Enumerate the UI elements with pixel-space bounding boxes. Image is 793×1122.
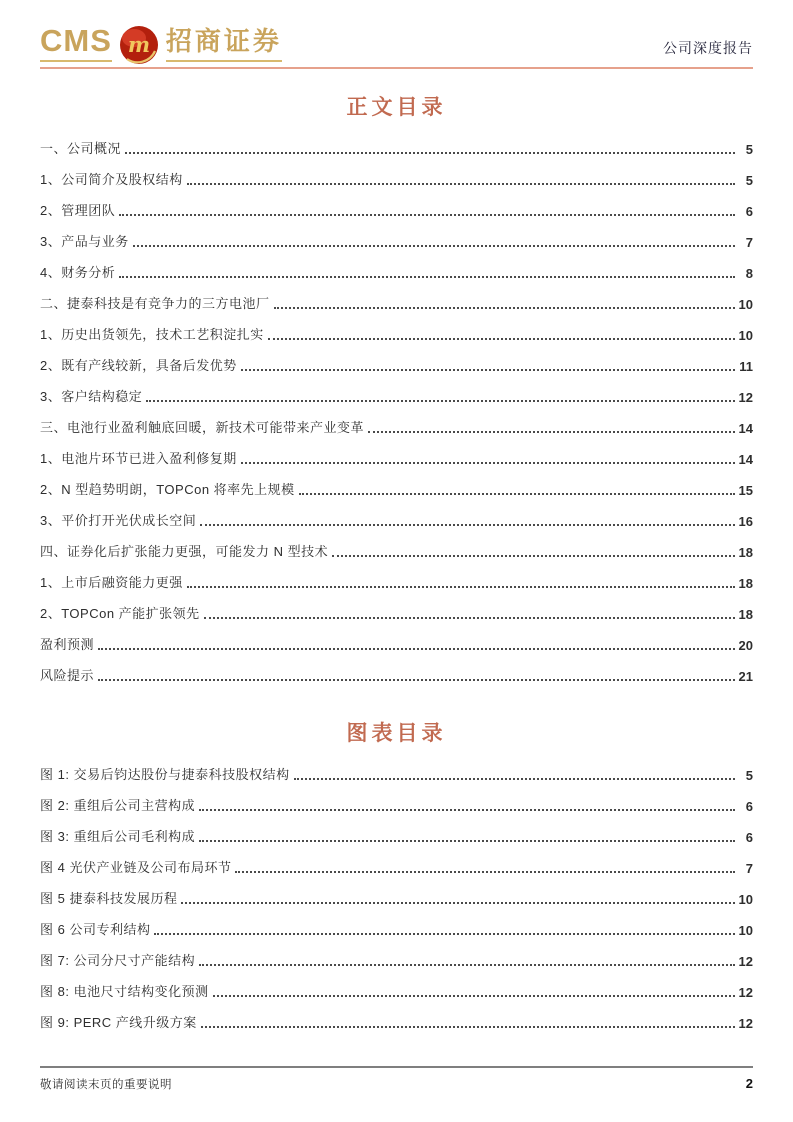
toc-entry-label: 四、证券化后扩张能力更强，可能发力 N 型技术 xyxy=(40,544,329,559)
dotted-leader xyxy=(274,307,735,309)
toc-entry xyxy=(40,598,753,629)
figure-entry-label: 图 4 光伏产业链及公司布局环节 xyxy=(40,860,232,875)
figure-entry xyxy=(40,759,753,790)
toc-entry-label: 2、既有产线较新，具备后发优势 xyxy=(40,358,237,373)
toc-entry-page: 5 xyxy=(745,142,753,157)
figure-entry-page: 10 xyxy=(738,923,753,938)
cms-logo-brand: 招商证券 xyxy=(166,29,282,62)
dotted-leader xyxy=(199,840,735,842)
toc-entry-label: 2、N 型趋势明朗，TOPCon 将率先上规模 xyxy=(40,482,295,497)
dotted-leader xyxy=(200,524,734,526)
footer-page-number: 2 xyxy=(745,1076,753,1091)
toc-entry xyxy=(40,381,753,412)
figure-entry xyxy=(40,945,753,976)
dotted-leader xyxy=(154,933,734,935)
figure-entry-page: 10 xyxy=(738,892,753,907)
toc-entry xyxy=(40,350,753,381)
figure-entry-page: 12 xyxy=(738,954,753,969)
figure-entry xyxy=(40,976,753,1007)
figure-entry xyxy=(40,790,753,821)
toc-entry xyxy=(40,443,753,474)
dotted-leader xyxy=(201,1026,735,1028)
toc-entry xyxy=(40,257,753,288)
toc-list xyxy=(40,133,753,691)
dotted-leader xyxy=(125,152,735,154)
toc-entry-label: 1、历史出货领先，技术工艺积淀扎实 xyxy=(40,327,264,342)
figures-title: 图表目录 xyxy=(346,720,447,745)
toc-entry-label: 2、TOPCon 产能扩张领先 xyxy=(40,606,200,621)
toc-entry-page: 8 xyxy=(745,266,753,281)
toc-entry xyxy=(40,505,753,536)
svg-text:m: m xyxy=(127,32,151,57)
report-type-label: 公司深度报告 xyxy=(663,41,753,57)
figure-entry-page: 7 xyxy=(745,861,753,876)
figure-entry xyxy=(40,821,753,852)
toc-entry-page: 15 xyxy=(738,483,753,498)
figure-entry-label: 图 6 公司专利结构 xyxy=(40,922,151,937)
dotted-leader xyxy=(213,995,735,997)
toc-entry xyxy=(40,567,753,598)
dotted-leader xyxy=(235,871,735,873)
figure-entry xyxy=(40,883,753,914)
toc-entry xyxy=(40,288,753,319)
toc-entry xyxy=(40,412,753,443)
cms-logo-icon xyxy=(119,25,159,65)
figure-entry-page: 6 xyxy=(745,830,753,845)
toc-entry-label: 1、公司简介及股权结构 xyxy=(40,172,183,187)
toc-entry xyxy=(40,474,753,505)
toc-entry xyxy=(40,164,753,195)
dotted-leader xyxy=(181,902,734,904)
toc-entry xyxy=(40,133,753,164)
dotted-leader xyxy=(204,617,735,619)
dotted-leader xyxy=(146,400,734,402)
figure-entry xyxy=(40,852,753,883)
figure-entry-label: 图 7: 公司分尺寸产能结构 xyxy=(40,953,196,968)
toc-entry-page: 10 xyxy=(738,297,753,312)
dotted-leader xyxy=(98,679,735,681)
toc-entry-page: 6 xyxy=(745,204,753,219)
toc-entry-page: 11 xyxy=(739,359,753,374)
toc-entry-label: 二、捷泰科技是有竞争力的三方电池厂 xyxy=(40,296,270,311)
dotted-leader xyxy=(119,276,735,278)
figure-entry-label: 图 3: 重组后公司毛利构成 xyxy=(40,829,196,844)
dotted-leader xyxy=(187,183,735,185)
toc-entry-page: 14 xyxy=(738,421,753,436)
toc-entry-label: 三、电池行业盈利触底回暖，新技术可能带来产业变革 xyxy=(40,420,365,435)
dotted-leader xyxy=(119,214,735,216)
toc-entry-label: 一、公司概况 xyxy=(40,141,122,156)
toc-entry-page: 18 xyxy=(738,607,753,622)
figure-entry xyxy=(40,914,753,945)
header-divider xyxy=(40,67,753,69)
toc-entry-label: 2、管理团队 xyxy=(40,203,116,218)
toc-entry-label: 3、平价打开光伏成长空间 xyxy=(40,513,197,528)
toc-entry-label: 风险提示 xyxy=(40,668,95,683)
figure-entry-page: 12 xyxy=(738,985,753,1000)
toc-entry-page: 14 xyxy=(738,452,753,467)
figure-entry-page: 6 xyxy=(745,799,753,814)
toc-entry xyxy=(40,195,753,226)
dotted-leader xyxy=(187,586,735,588)
dotted-leader xyxy=(368,431,735,433)
dotted-leader xyxy=(241,369,735,371)
figure-entry-page: 12 xyxy=(738,1016,753,1031)
toc-entry-page: 18 xyxy=(738,576,753,591)
figure-entry-label: 图 2: 重组后公司主营构成 xyxy=(40,798,196,813)
figure-entry-label: 图 5 捷泰科技发展历程 xyxy=(40,891,178,906)
toc-entry-page: 7 xyxy=(745,235,753,250)
cms-logo-text: CMS xyxy=(40,25,112,62)
toc-entry-page: 18 xyxy=(738,545,753,560)
toc-entry-page: 12 xyxy=(738,390,753,405)
figure-entry-page: 5 xyxy=(745,768,753,783)
toc-entry xyxy=(40,629,753,660)
page-header xyxy=(40,22,753,62)
dotted-leader xyxy=(299,493,735,495)
toc-entry-label: 3、客户结构稳定 xyxy=(40,389,143,404)
toc-entry-label: 盈利预测 xyxy=(40,637,95,652)
dotted-leader xyxy=(199,964,734,966)
dotted-leader xyxy=(241,462,735,464)
dotted-leader xyxy=(199,809,735,811)
footer-divider xyxy=(40,1066,753,1068)
figure-entry-label: 图 1: 交易后钧达股份与捷泰科技股权结构 xyxy=(40,767,290,782)
toc-entry xyxy=(40,226,753,257)
toc-entry xyxy=(40,536,753,567)
toc-entry xyxy=(40,319,753,350)
dotted-leader xyxy=(98,648,735,650)
dotted-leader xyxy=(268,338,735,340)
toc-entry xyxy=(40,660,753,691)
toc-entry-page: 10 xyxy=(738,328,753,343)
figure-entry xyxy=(40,1007,753,1038)
dotted-leader xyxy=(133,245,735,247)
toc-entry-label: 1、上市后融资能力更强 xyxy=(40,575,183,590)
dotted-leader xyxy=(332,555,734,557)
cms-logo xyxy=(40,22,282,62)
toc-entry-label: 1、电池片环节已进入盈利修复期 xyxy=(40,451,237,466)
footer-disclaimer: 敬请阅读末页的重要说明 xyxy=(40,1079,172,1091)
figures-list xyxy=(40,759,753,1038)
toc-entry-label: 4、财务分析 xyxy=(40,265,116,280)
toc-entry-page: 21 xyxy=(738,669,753,684)
toc-entry-page: 5 xyxy=(745,173,753,188)
toc-entry-page: 20 xyxy=(738,638,753,653)
figure-entry-label: 图 9: PERC 产线升级方案 xyxy=(40,1015,197,1030)
toc-entry-page: 16 xyxy=(738,514,753,529)
figure-entry-label: 图 8: 电池尺寸结构变化预测 xyxy=(40,984,209,999)
dotted-leader xyxy=(294,778,735,780)
toc-title: 正文目录 xyxy=(346,94,447,119)
toc-entry-label: 3、产品与业务 xyxy=(40,234,129,249)
page-footer xyxy=(40,1066,753,1092)
